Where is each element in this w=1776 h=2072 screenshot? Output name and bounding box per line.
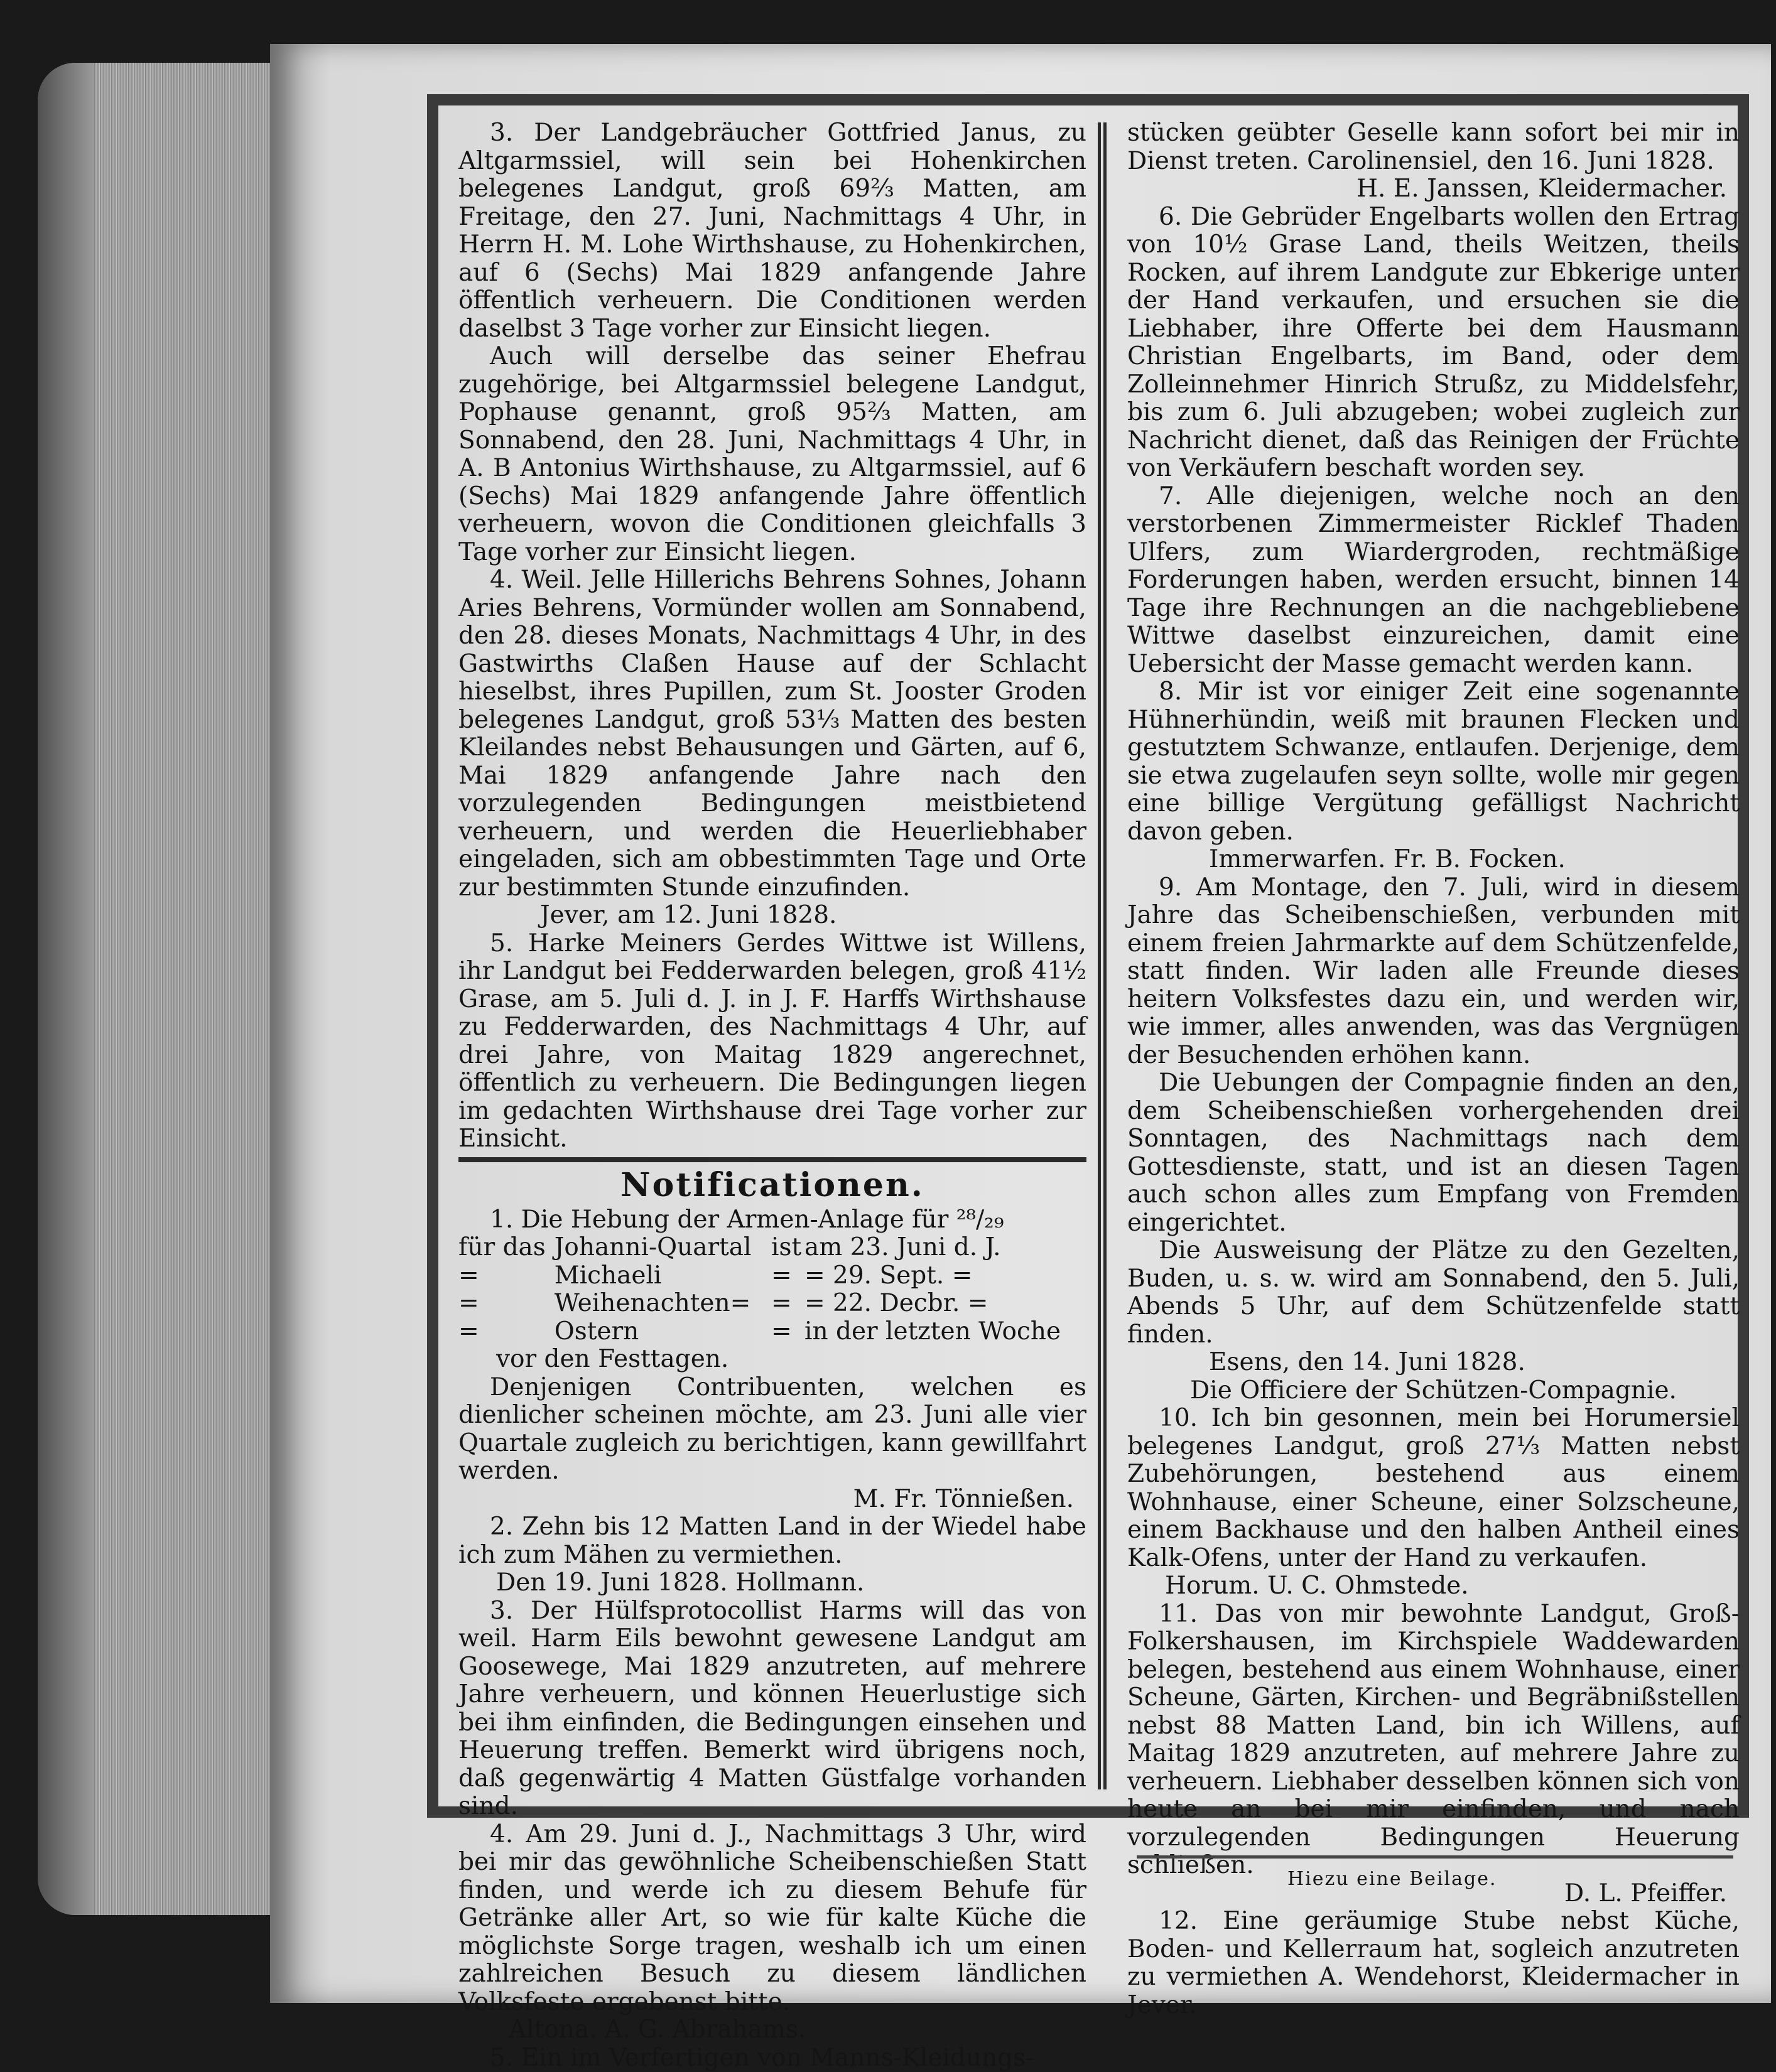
notification-9-signature: Die Officiere der Schützen-Compagnie.	[1127, 1377, 1740, 1405]
notification-12: 12. Eine geräumige Stube nebst Küche, Boden- und Kellerraum hat, sogleich anzutreten zu vermiethen A. Wendehorst, Kleidermacher in Jever.	[1127, 1907, 1740, 2019]
notification-7: 7. Alle diejenigen, welche noch an den verstorbenen Zimmermeister Ricklef Thaden Ulfers, zum Wiardergroden, rechtmäßige Forderungen haben, werden ersucht, binnen 14 Tage ihre Rechnungen an die nachgebliebene Wittwe daselbst einzureichen, damit eine Uebersicht der Masse gemacht werden kann.	[1127, 483, 1740, 679]
table-row: = Ostern = in der letzten Woche	[458, 1318, 1086, 1346]
notification-2-signature: Den 19. Juni 1828. Hollmann.	[458, 1569, 1086, 1597]
notification-3: 3. Der Hülfsprotocollist Harms will das von weil. Harm Eils bewohnt gewesene Landgut am Goosewege, Mai 1829 anzutreten, auf mehrere Jahre verheuern, und können Heuerlustige sich bei ihm einfinden, die Bedingungen einsehen und Heuerung treffen. Bemerkt wird übrigens noch, daß gegenwärtig 4 Matten Güstfalge vorhanden sind.	[458, 1597, 1086, 1821]
notification-11-signature: D. L. Pfeiffer.	[1127, 1880, 1740, 1908]
notification-9-places: Die Ausweisung der Plätze zu den Gezelten, Buden, u. s. w. wird am Sonnabend, den 5. Juli, Abends 5 Uhr, auf dem Schützenfelde statt finden.	[1127, 1237, 1740, 1349]
notice-3-continued: Auch will derselbe das seiner Ehefrau zugehörige, bei Altgarmssiel belegene Landgut, Pophause genannt, groß 95⅔ Matten, am Sonnabend, den 28. Juni, Nachmittags 4 Uhr, in A. B Antonius Wirthshause, zu Altgarmssiel, auf 6 (Sechs) Mai 1829 anfangende Jahre öffentlich verheuern, wovon die Conditionen gleichfalls 3 Tage vorher zur Einsicht liegen.	[458, 343, 1086, 566]
notification-11: 11. Das von mir bewohnte Landgut, Groß-Folkershausen, im Kirchspiele Waddewarden belegen, bestehend aus einem Wohnhause, einer Scheune, Gärten, Kirchen- und Begräbnißstellen nebst 88 Matten Land, bin ich Willens, auf Maitag 1829 anzutreten, auf mehrere Jahre zu verheuern. Liebhaber desselben können sich von heute an bei mir einfinden, und nach vorzulegenden Bedingungen Heuerung schließen.	[1127, 1600, 1740, 1880]
notification-1-intro: 1. Die Hebung der Armen-Anlage für ²⁸/₂₉	[458, 1206, 1086, 1234]
notification-5-continued: stücken geübter Geselle kann sofort bei mir in Dienst treten. Carolinensiel, den 16. Juni 1828.	[1127, 119, 1740, 175]
notice-4-behrens: 4. Weil. Jelle Hillerichs Behrens Sohnes, Johann Aries Behrens, Vormünder wollen am Sonnabend, den 28. dieses Monats, Nachmittags 4 Uhr, in des Gastwirths Claßen Hause auf der Schlacht hieselbst, ihres Pupillen, zum St. Jooster Groden belegenes Landgut, groß 53⅓ Matten des besten Kleilandes nebst Behausungen und Gärten, auf 6, Mai 1829 anfangende Jahre nach den vorzulegenden Bedingungen meistbietend verheuern, und werden die Heuerliebhaber eingeladen, sich am obbestimmten Tage und Orte zur bestimmten Stunde einzufinden.	[458, 566, 1086, 902]
notification-5-start: 5. Ein im Verfertigen von Manns-Kleidungs-	[458, 2044, 1086, 2072]
notification-1-text: Denjenigen Contribuenten, welchen es dienlicher scheinen möchte, am 23. Juni alle vier Quartale zugleich zu berichtigen, kann gewillfahrt werden.	[458, 1374, 1086, 1486]
notification-6: 6. Die Gebrüder Engelbarts wollen den Ertrag von 10½ Grase Land, theils Weitzen, theils Rocken, auf ihrem Landgute zur Ebkerige unter der Hand verkaufen, und ersuchen sie die Liebhaber, ihre Offerte bei dem Hausmann Christian Engelbarts, im Band, oder dem Zolleinnehmer Hinrich Strußz, zu Middelsfehr, bis zum 6. Juli abzugeben; wobei zugleich zur Nachricht dienet, daß das Reinigen der Früchte von Verkäufern beschaft worden sey.	[1127, 203, 1740, 483]
notification-8-signature: Immerwarfen. Fr. B. Focken.	[1127, 846, 1740, 874]
notification-5-signature: H. E. Janssen, Kleidermacher.	[1127, 175, 1740, 203]
schedule-tail: vor den Festtagen.	[458, 1346, 1086, 1374]
notification-9-place-date: Esens, den 14. Juni 1828.	[1127, 1349, 1740, 1377]
table-row: für das Johanni-Quartal ist am 23. Juni d. J.	[458, 1234, 1086, 1262]
notification-2: 2. Zehn bis 12 Matten Land in der Wiedel habe ich zum Mähen zu vermiethen.	[458, 1513, 1086, 1569]
book-spine	[38, 63, 94, 1915]
section-title: Notificationen.	[458, 1165, 1086, 1206]
left-column	[458, 119, 1086, 2072]
notification-8: 8. Mir ist vor einiger Zeit eine sogenannte Hühnerhündin, weiß mit braunen Flecken und gestutztem Schwanze, entlaufen. Derjenige, dem sie etwa zugelaufen seyn sollte, wolle mir gegen eine billige Vergütung gefälligst Nachricht davon geben.	[1127, 678, 1740, 846]
table-row: = Michaeli = = 29. Sept. =	[458, 1262, 1086, 1290]
supplement-note: Hiezu eine Beilage.	[1287, 1868, 1497, 1890]
notification-4: 4. Am 29. Juni d. J., Nachmittags 3 Uhr, wird bei mir das gewöhnliche Scheibenschießen Statt finden, und werde ich zu diesem Behufe für Getränke aller Art, so wie für kalte Küche die möglichste Sorge tragen, weshalb ich um einen zahlreichen Besuch zu diesem ländlichen Volksfeste ergebenst bitte.	[458, 1821, 1086, 2017]
column-divider	[1098, 122, 1107, 1789]
notification-10-signature: Horum. U. C. Ohmstede.	[1127, 1572, 1740, 1600]
table-row: = Weihenachten= = = 22. Decbr. =	[458, 1290, 1086, 1318]
notice-4-signature: Jever, am 12. Juni 1828.	[458, 902, 1086, 930]
notice-3-landgut: 3. Der Landgebräucher Gottfried Janus, zu Altgarmssiel, will sein bei Hohenkirchen belegenes Landgut, groß 69⅔ Matten, am Freitage, den 27. Juni, Nachmittags 4 Uhr, in Herrn H. M. Lohe Wirthshause, zu Hohenkirchen, auf 6 (Sechs) Mai 1829 anfangende Jahre öffentlich verheuern. Die Conditionen werden daselbst 3 Tage vorher zur Einsicht liegen.	[458, 119, 1086, 343]
right-column	[1127, 119, 1740, 2019]
notification-1-signature: M. Fr. Tönnießen.	[458, 1486, 1086, 1514]
footer-rule	[1137, 1855, 1733, 1859]
notification-9-exercises: Die Uebungen der Compagnie finden an den, dem Scheibenschießen vorhergehenden drei Sonntagen, des Nachmittags nach dem Gottesdienste, statt, und ist an diesen Tagen auch schon alles zum Empfang von Fremden eingerichtet.	[1127, 1069, 1740, 1237]
notice-5-gerdes: 5. Harke Meiners Gerdes Wittwe ist Willens, ihr Landgut bei Fedderwarden belegen, groß 41½ Grase, am 5. Juli d. J. in J. F. Harffs Wirthshause zu Fedderwarden, des Nachmittags 4 Uhr, auf drei Jahre, von Maitag 1829 angerechnet, öffentlich zu verheuern. Die Bedingungen liegen im gedachten Wirthshause drei Tage vorher zur Einsicht.	[458, 930, 1086, 1153]
payment-schedule-table	[458, 1234, 1086, 1346]
notification-10: 10. Ich bin gesonnen, mein bei Horumersiel belegenes Landgut, groß 27⅓ Matten nebst Zubehörungen, bestehend aus einem Wohnhause, einer Scheune, einer Solzscheune, einem Backhause und den halben Antheil eines Kalk-Ofens, unter der Hand zu verkaufen.	[1127, 1405, 1740, 1572]
section-rule	[458, 1157, 1086, 1162]
notification-4-signature: Altona. A. G. Abrahams.	[458, 2016, 1086, 2044]
notification-9: 9. Am Montage, den 7. Juli, wird in diesem Jahre das Scheibenschießen, verbunden mit einem freien Jahrmarkte auf dem Schützenfelde, statt finden. Wir laden alle Freunde dieses heitern Volksfestes dazu ein, und werden wir, wie immer, alles anwenden, was das Vergnügen der Besuchenden erhöhen kann.	[1127, 874, 1740, 1070]
